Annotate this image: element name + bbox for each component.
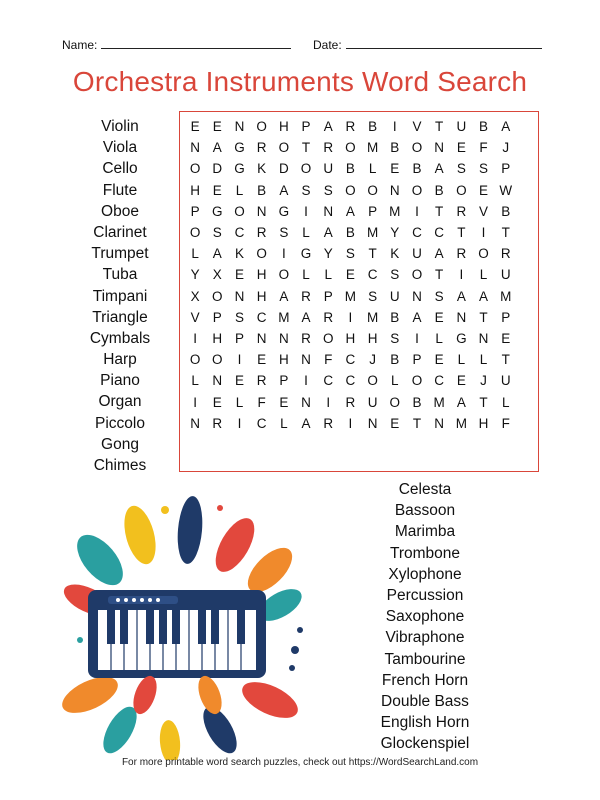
- grid-cell[interactable]: U: [412, 246, 422, 262]
- grid-cell[interactable]: K: [257, 161, 267, 177]
- grid-cell[interactable]: N: [234, 288, 245, 304]
- word-item: Violin: [101, 118, 139, 135]
- grid-cell[interactable]: N: [256, 203, 267, 219]
- keyboard-icon: [88, 590, 266, 678]
- grid-cell[interactable]: O: [278, 140, 290, 156]
- grid-cell[interactable]: P: [279, 373, 289, 389]
- grid-cell[interactable]: O: [300, 161, 312, 177]
- grid-cell[interactable]: N: [301, 394, 311, 410]
- grid-cell[interactable]: N: [256, 330, 267, 346]
- grid-cell[interactable]: P: [190, 203, 200, 219]
- grid-cell[interactable]: L: [435, 330, 443, 346]
- word-item: Piccolo: [95, 414, 145, 432]
- grid-cell[interactable]: V: [479, 203, 489, 219]
- grid-cell[interactable]: A: [279, 288, 289, 304]
- word-list-right: [350, 479, 500, 754]
- grid-cell[interactable]: C: [234, 225, 245, 241]
- leaves-front-decoration: [129, 673, 226, 717]
- grid-row: [184, 413, 517, 434]
- grid-cell[interactable]: H: [256, 288, 267, 304]
- grid-cell[interactable]: K: [234, 246, 244, 262]
- grid-cell[interactable]: R: [212, 415, 223, 431]
- grid-cell[interactable]: B: [501, 203, 511, 219]
- grid-cell[interactable]: E: [390, 415, 400, 431]
- grid-cell[interactable]: Y: [323, 246, 333, 262]
- grid-cell[interactable]: G: [300, 246, 312, 262]
- grid-cell[interactable]: S: [434, 288, 444, 304]
- grid-cell[interactable]: A: [345, 203, 355, 219]
- word-item: Double Bass: [381, 692, 469, 710]
- grid-cell[interactable]: J: [502, 140, 510, 156]
- grid-row: [184, 180, 517, 201]
- word-item: Viola: [102, 139, 138, 157]
- grid-cell[interactable]: C: [256, 309, 267, 325]
- grid-cell[interactable]: A: [212, 140, 222, 156]
- grid-cell[interactable]: R: [456, 246, 467, 262]
- grid-cell[interactable]: T: [479, 394, 488, 410]
- word-item: Chimes: [93, 457, 147, 474]
- grid-cell[interactable]: I: [326, 394, 331, 410]
- letter-grid: [184, 116, 517, 434]
- grid-cell[interactable]: F: [257, 394, 266, 410]
- grid-cell[interactable]: O: [256, 119, 267, 135]
- grid-cell[interactable]: L: [457, 352, 466, 368]
- word-item: Tambourine: [384, 650, 466, 668]
- grid-cell[interactable]: I: [281, 246, 286, 262]
- word-item: Triangle: [92, 308, 148, 326]
- grid-cell[interactable]: P: [323, 288, 333, 304]
- grid-cell[interactable]: O: [389, 394, 401, 410]
- word-item: Bassoon: [394, 502, 456, 520]
- grid-cell[interactable]: S: [479, 161, 489, 177]
- grid-cell[interactable]: B: [434, 182, 444, 198]
- date-line[interactable]: [346, 38, 542, 49]
- word-item: Organ: [98, 393, 142, 411]
- footer-text: For more printable word search puzzles, check out https://WordSearchLand.com: [121, 757, 479, 768]
- name-label: Name:: [62, 38, 98, 52]
- grid-cell[interactable]: B: [345, 225, 355, 241]
- word-item: Harp: [103, 351, 137, 369]
- grid-cell[interactable]: H: [190, 182, 200, 198]
- date-label: Date:: [313, 38, 342, 52]
- grid-cell[interactable]: C: [345, 373, 356, 389]
- grid-cell[interactable]: A: [301, 309, 311, 325]
- grid-cell[interactable]: T: [301, 140, 311, 156]
- grid-cell[interactable]: P: [412, 352, 422, 368]
- grid-cell[interactable]: A: [212, 246, 222, 262]
- grid-cell[interactable]: N: [278, 330, 289, 346]
- grid-row: [184, 116, 517, 137]
- grid-cell[interactable]: E: [257, 352, 267, 368]
- grid-cell[interactable]: B: [412, 161, 422, 177]
- word-item: Vibraphone: [385, 629, 465, 647]
- grid-cell[interactable]: C: [412, 225, 422, 241]
- grid-cell[interactable]: I: [304, 203, 308, 219]
- grid-cell[interactable]: R: [256, 140, 267, 156]
- grid-cell[interactable]: Y: [190, 267, 200, 283]
- word-item: Saxophone: [385, 608, 465, 626]
- grid-cell[interactable]: H: [278, 119, 289, 135]
- grid-cell[interactable]: O: [278, 267, 290, 283]
- grid-cell[interactable]: A: [456, 394, 466, 410]
- word-item: Cymbals: [89, 329, 151, 347]
- grid-cell[interactable]: W: [499, 182, 513, 198]
- grid-cell[interactable]: H: [278, 352, 289, 368]
- grid-cell[interactable]: P: [368, 203, 378, 219]
- grid-cell[interactable]: T: [435, 203, 444, 219]
- grid-row: [184, 222, 517, 243]
- grid-cell[interactable]: M: [433, 394, 445, 410]
- grid-cell[interactable]: S: [279, 225, 289, 241]
- grid-cell[interactable]: T: [479, 309, 488, 325]
- grid-cell[interactable]: R: [323, 309, 334, 325]
- grid-cell[interactable]: E: [345, 267, 355, 283]
- grid-cell[interactable]: R: [256, 373, 267, 389]
- grid-row: [184, 286, 517, 307]
- grid-cell[interactable]: U: [323, 161, 334, 177]
- grid-cell[interactable]: F: [324, 352, 333, 368]
- grid-cell[interactable]: O: [212, 288, 223, 304]
- grid-cell[interactable]: C: [367, 267, 378, 283]
- grid-cell[interactable]: O: [367, 182, 378, 198]
- grid-row: [184, 158, 517, 179]
- grid-cell[interactable]: O: [367, 373, 378, 389]
- grid-cell[interactable]: S: [390, 267, 400, 283]
- grid-cell[interactable]: U: [500, 373, 511, 389]
- grid-cell[interactable]: O: [322, 330, 334, 346]
- grid-cell[interactable]: O: [234, 203, 245, 219]
- grid-cell[interactable]: B: [390, 309, 400, 325]
- grid-cell[interactable]: O: [212, 352, 223, 368]
- grid-cell[interactable]: Y: [390, 225, 400, 241]
- grid-cell[interactable]: D: [212, 161, 223, 177]
- grid-cell[interactable]: L: [479, 352, 488, 368]
- grid-cell[interactable]: O: [189, 225, 201, 241]
- grid-cell[interactable]: J: [369, 352, 376, 368]
- grid-cell[interactable]: O: [411, 373, 423, 389]
- grid-cell[interactable]: T: [368, 246, 377, 262]
- grid-cell[interactable]: V: [412, 119, 422, 135]
- grid-cell[interactable]: O: [456, 182, 467, 198]
- word-item: Trombone: [389, 544, 461, 562]
- grid-cell[interactable]: S: [390, 330, 400, 346]
- grid-cell[interactable]: B: [390, 140, 400, 156]
- grid-row: [184, 264, 517, 285]
- grid-cell[interactable]: N: [367, 415, 378, 431]
- grid-cell[interactable]: E: [279, 394, 289, 410]
- grid-cell[interactable]: T: [501, 352, 510, 368]
- grid-cell[interactable]: S: [368, 288, 378, 304]
- grid-cell[interactable]: N: [434, 140, 445, 156]
- grid-cell[interactable]: R: [345, 119, 356, 135]
- grid-cell[interactable]: P: [501, 309, 511, 325]
- grid-cell[interactable]: N: [190, 140, 200, 156]
- grid-cell[interactable]: D: [278, 161, 289, 177]
- grid-cell[interactable]: L: [191, 373, 199, 389]
- grid-cell[interactable]: A: [456, 288, 466, 304]
- grid-cell[interactable]: E: [390, 161, 400, 177]
- grid-cell[interactable]: N: [234, 119, 245, 135]
- grid-cell[interactable]: C: [323, 373, 334, 389]
- word-item: Clarinet: [93, 223, 147, 241]
- grid-cell[interactable]: C: [256, 415, 267, 431]
- grid-cell[interactable]: M: [500, 288, 512, 304]
- grid-cell[interactable]: N: [412, 288, 422, 304]
- grid-cell[interactable]: C: [434, 373, 445, 389]
- word-item: Xylophone: [388, 565, 462, 583]
- grid-cell[interactable]: N: [190, 415, 200, 431]
- word-item: Piano: [100, 372, 140, 390]
- word-list-left: [70, 116, 170, 476]
- grid-cell[interactable]: L: [235, 394, 244, 410]
- grid-cell[interactable]: O: [411, 182, 423, 198]
- grid-cell[interactable]: S: [301, 182, 311, 198]
- grid-cell[interactable]: G: [278, 203, 290, 219]
- word-item: Celesta: [398, 481, 452, 498]
- name-line[interactable]: [101, 38, 291, 49]
- word-item: Cello: [102, 160, 138, 178]
- grid-cell[interactable]: X: [212, 267, 222, 283]
- word-item: Tuba: [102, 266, 138, 284]
- grid-cell[interactable]: I: [304, 373, 308, 389]
- grid-cell[interactable]: L: [302, 267, 310, 283]
- grid-cell[interactable]: A: [434, 161, 444, 177]
- grid-cell[interactable]: E: [234, 267, 244, 283]
- grid-cell[interactable]: I: [237, 352, 242, 368]
- grid-cell[interactable]: L: [235, 182, 244, 198]
- grid-cell[interactable]: A: [323, 225, 333, 241]
- grid-cell[interactable]: E: [234, 373, 244, 389]
- grid-cell[interactable]: R: [345, 394, 356, 410]
- grid-cell[interactable]: M: [278, 309, 290, 325]
- grid-cell[interactable]: X: [190, 288, 200, 304]
- grid-cell[interactable]: I: [481, 225, 486, 241]
- grid-cell[interactable]: P: [301, 119, 311, 135]
- word-item: English Horn: [380, 714, 470, 732]
- grid-cell[interactable]: S: [456, 161, 466, 177]
- grid-cell[interactable]: O: [189, 352, 201, 368]
- grid-cell[interactable]: I: [459, 267, 464, 283]
- grid-cell[interactable]: I: [392, 119, 397, 135]
- grid-cell[interactable]: A: [323, 119, 333, 135]
- grid-cell[interactable]: R: [301, 288, 311, 304]
- grid-cell[interactable]: E: [434, 352, 444, 368]
- grid-cell[interactable]: T: [501, 225, 510, 241]
- grid-cell[interactable]: G: [456, 330, 467, 346]
- grid-cell[interactable]: B: [257, 182, 267, 198]
- grid-cell[interactable]: E: [479, 182, 489, 198]
- grid-cell[interactable]: U: [389, 288, 400, 304]
- word-search-grid: [179, 111, 539, 472]
- grid-cell[interactable]: P: [212, 309, 222, 325]
- grid-cell[interactable]: J: [480, 373, 487, 389]
- grid-cell[interactable]: R: [500, 246, 511, 262]
- grid-cell[interactable]: E: [456, 140, 466, 156]
- grid-cell[interactable]: E: [456, 373, 466, 389]
- grid-cell[interactable]: M: [455, 415, 467, 431]
- grid-cell[interactable]: O: [478, 246, 489, 262]
- keyboard-with-leaves-illustration: [60, 490, 320, 760]
- grid-cell[interactable]: U: [367, 394, 378, 410]
- grid-cell[interactable]: S: [323, 182, 333, 198]
- grid-cell[interactable]: H: [345, 330, 356, 346]
- grid-cell[interactable]: A: [479, 288, 489, 304]
- grid-cell[interactable]: O: [256, 246, 267, 262]
- grid-cell[interactable]: H: [478, 415, 489, 431]
- grid-cell[interactable]: E: [212, 119, 222, 135]
- grid-cell[interactable]: L: [501, 394, 510, 410]
- name-field[interactable]: [62, 38, 291, 52]
- word-item: Gong: [101, 435, 139, 453]
- grid-cell[interactable]: I: [193, 330, 197, 346]
- grid-row: [184, 328, 517, 349]
- grid-cell[interactable]: N: [478, 330, 489, 346]
- grid-row: [184, 137, 517, 158]
- grid-cell[interactable]: P: [501, 161, 511, 177]
- grid-cell[interactable]: E: [190, 119, 200, 135]
- grid-cell[interactable]: I: [415, 330, 419, 346]
- grid-cell[interactable]: I: [348, 415, 353, 431]
- grid-cell[interactable]: N: [456, 309, 467, 325]
- grid-cell[interactable]: S: [234, 309, 244, 325]
- grid-cell[interactable]: A: [412, 309, 422, 325]
- grid-cell[interactable]: H: [367, 330, 378, 346]
- grid-cell[interactable]: O: [189, 161, 201, 177]
- grid-cell[interactable]: N: [301, 352, 311, 368]
- grid-cell[interactable]: U: [456, 119, 467, 135]
- word-item: Percussion: [386, 586, 464, 604]
- word-item: Oboe: [101, 202, 139, 220]
- grid-cell[interactable]: G: [212, 203, 223, 219]
- grid-cell[interactable]: S: [212, 225, 222, 241]
- grid-cell[interactable]: K: [390, 246, 400, 262]
- grid-row: [184, 307, 517, 328]
- grid-row: [184, 391, 517, 412]
- grid-cell[interactable]: I: [193, 394, 197, 410]
- grid-cell[interactable]: O: [411, 140, 423, 156]
- word-item: Marimba: [394, 523, 456, 541]
- grid-cell[interactable]: C: [434, 225, 445, 241]
- grid-cell[interactable]: E: [501, 330, 511, 346]
- grid-cell[interactable]: P: [234, 330, 244, 346]
- grid-cell[interactable]: I: [415, 203, 419, 219]
- grid-cell[interactable]: G: [234, 140, 245, 156]
- grid-cell[interactable]: B: [368, 119, 378, 135]
- grid-cell[interactable]: O: [345, 182, 356, 198]
- grid-cell[interactable]: T: [457, 225, 466, 241]
- grid-row: [184, 243, 517, 264]
- grid-cell[interactable]: M: [366, 309, 379, 325]
- word-item: Trumpet: [91, 245, 149, 263]
- grid-cell[interactable]: S: [345, 246, 355, 262]
- word-item: Timpani: [92, 287, 148, 305]
- grid-cell[interactable]: A: [279, 182, 289, 198]
- grid-cell[interactable]: L: [324, 267, 332, 283]
- grid-cell[interactable]: L: [368, 161, 377, 177]
- grid-cell[interactable]: N: [323, 203, 334, 219]
- page-title: Orchestra Instruments Word Search: [72, 66, 528, 97]
- grid-cell[interactable]: A: [501, 119, 511, 135]
- grid-row: [184, 349, 517, 370]
- grid-cell[interactable]: T: [412, 415, 422, 431]
- grid-cell[interactable]: E: [434, 309, 444, 325]
- grid-cell[interactable]: R: [323, 415, 334, 431]
- grid-cell[interactable]: H: [212, 330, 223, 346]
- word-item: Flute: [102, 181, 138, 199]
- grid-cell[interactable]: B: [390, 352, 400, 368]
- grid-row: [184, 370, 517, 391]
- grid-cell[interactable]: I: [348, 309, 353, 325]
- grid-cell[interactable]: C: [345, 352, 356, 368]
- grid-cell[interactable]: B: [479, 119, 489, 135]
- grid-cell[interactable]: M: [389, 203, 401, 219]
- grid-cell[interactable]: E: [212, 394, 222, 410]
- grid-cell[interactable]: R: [256, 225, 267, 241]
- grid-cell[interactable]: A: [301, 415, 311, 431]
- grid-cell[interactable]: M: [344, 288, 357, 304]
- grid-cell[interactable]: B: [412, 394, 422, 410]
- grid-cell[interactable]: I: [237, 415, 242, 431]
- grid-cell[interactable]: V: [190, 309, 200, 325]
- grid-cell[interactable]: T: [435, 267, 444, 283]
- grid-cell[interactable]: A: [434, 246, 444, 262]
- grid-cell[interactable]: R: [456, 203, 467, 219]
- grid-cell[interactable]: B: [345, 161, 355, 177]
- grid-cell[interactable]: N: [389, 182, 400, 198]
- grid-cell[interactable]: O: [345, 140, 356, 156]
- grid-cell[interactable]: U: [500, 267, 511, 283]
- grid-cell[interactable]: L: [191, 246, 199, 262]
- grid-cell[interactable]: E: [212, 182, 222, 198]
- grid-cell[interactable]: N: [212, 373, 223, 389]
- grid-cell[interactable]: M: [366, 225, 379, 241]
- grid-cell[interactable]: N: [434, 415, 445, 431]
- grid-row: [184, 201, 517, 222]
- grid-cell[interactable]: F: [479, 140, 488, 156]
- grid-cell[interactable]: R: [323, 140, 334, 156]
- grid-cell[interactable]: R: [301, 330, 311, 346]
- grid-cell[interactable]: L: [280, 415, 288, 431]
- grid-cell[interactable]: H: [256, 267, 267, 283]
- word-item: French Horn: [381, 671, 469, 689]
- grid-cell[interactable]: L: [302, 225, 310, 241]
- grid-cell[interactable]: L: [391, 373, 399, 389]
- grid-cell[interactable]: L: [479, 267, 488, 283]
- grid-cell[interactable]: G: [234, 161, 245, 177]
- grid-cell[interactable]: T: [435, 119, 444, 135]
- grid-cell[interactable]: F: [501, 415, 510, 431]
- word-item: Glockenspiel: [380, 735, 470, 753]
- grid-cell[interactable]: M: [366, 140, 379, 156]
- date-field[interactable]: [313, 38, 542, 52]
- grid-cell[interactable]: O: [411, 267, 423, 283]
